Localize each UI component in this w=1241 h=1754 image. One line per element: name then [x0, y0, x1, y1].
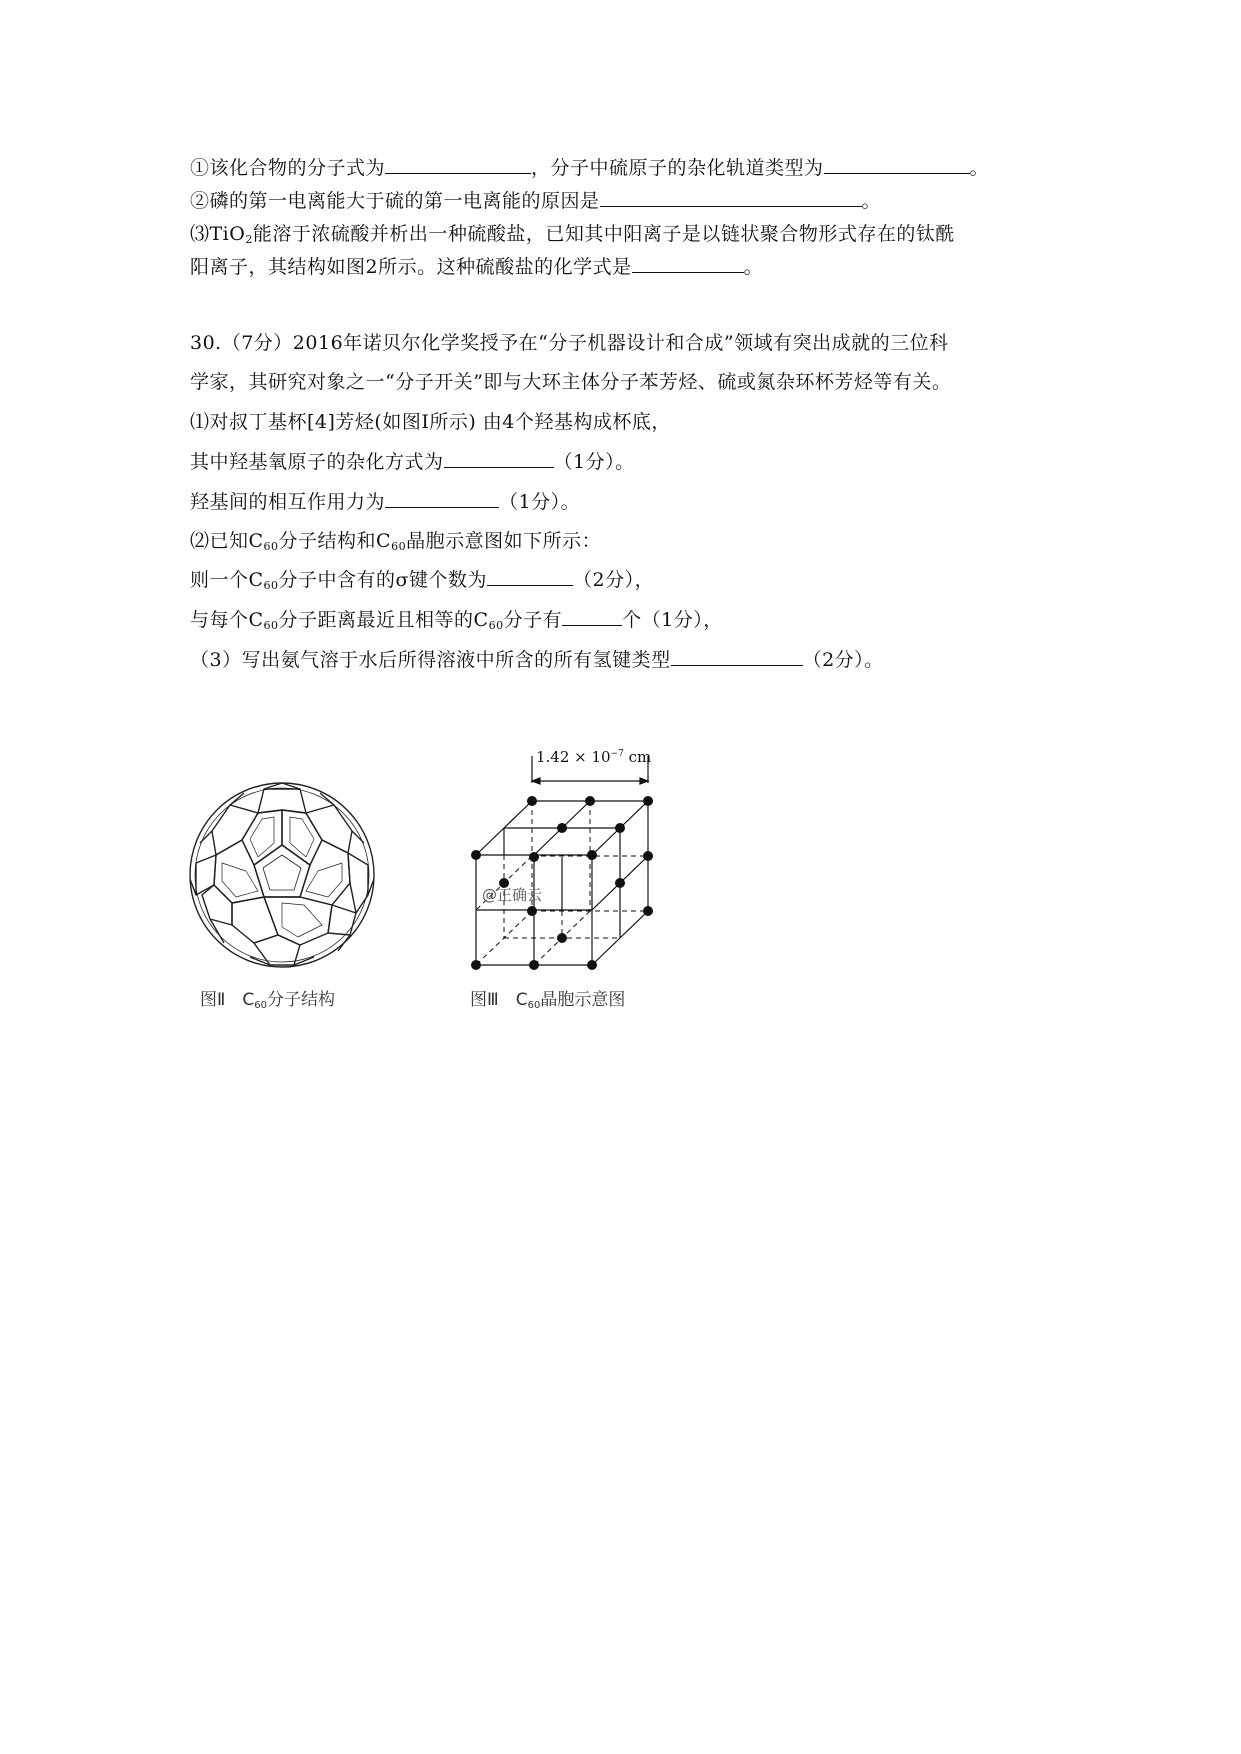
- q30-sub2: ⑵已知$C_{60}$分子结构和$C_{60}$晶胞示意图如下所示：: [190, 530, 602, 553]
- q30-sub1-hybrid: 其中羟基氧原子的杂化方式为 （1分）。: [190, 451, 635, 473]
- answer-blank-ionization-reason[interactable]: [600, 188, 862, 207]
- watermark: @正确云: [482, 886, 543, 904]
- c60-unit-cell-figure: [470, 745, 670, 975]
- answer-blank-interaction-force[interactable]: [385, 489, 499, 508]
- q30-sub3: （3）写出氨气溶于水后所得溶液中所含的所有氢键类型 （2分）。: [190, 649, 884, 671]
- figure-3-caption: 图Ⅲ $C_{60}$晶胞示意图: [470, 990, 626, 1011]
- figure-2-caption: 图Ⅱ $C_{60}$分子结构: [200, 990, 335, 1011]
- q29-line-2: ②磷的第一电离能大于硫的第一电离能的原因是 。: [190, 190, 882, 212]
- q30-intro-1: 30.（7分）2016年诺贝尔化学奖授予在“分子机器设计和合成”领域有突出成就的三位科: [190, 332, 949, 354]
- q30-sub1: ⑴对叔丁基杯[4]芳烃(如图Ⅰ所示) 由4个羟基构成杯底，: [190, 411, 671, 433]
- answer-blank-sulfate-formula[interactable]: [632, 254, 744, 273]
- answer-blank-hydrogen-bond[interactable]: [671, 647, 803, 666]
- answer-blank-sigma-count[interactable]: [487, 567, 573, 586]
- answer-blank-hybridization[interactable]: [824, 155, 970, 174]
- c60-molecule-figure: [182, 775, 382, 975]
- q29-line-3: ⑶TiO$_2$能溶于浓硫酸并析出一种硫酸盐，已知其中阳离子是以链状聚合物形式存在的钛酰: [190, 223, 955, 246]
- answer-blank-formula[interactable]: [385, 155, 531, 174]
- answer-blank-neighbor-count[interactable]: [562, 607, 622, 626]
- answer-blank-oxygen-hybrid[interactable]: [444, 449, 554, 468]
- q30-sub2-neighbors: 与每个$C_{60}$分子距离最近且相等的$C_{60}$分子有 个（1分），: [190, 609, 723, 632]
- q30-intro-2: 学家，其研究对象之一“分子开关”即与大环主体分子苯芳烃、硫或氮杂环杯芳烃等有关。: [190, 371, 952, 393]
- q30-sub1-force: 羟基间的相互作用力为 （1分）。: [190, 491, 581, 513]
- q29-line-4: 阳离子，其结构如图2所示。这种硫酸盐的化学式是 。: [190, 256, 764, 278]
- q29-line-1: ①该化合物的分子式为 ，分子中硫原子的杂化轨道类型为 。: [190, 157, 990, 179]
- q30-sub2-sigma: 则一个$C_{60}$分子中含有的σ键个数为 （2分），: [190, 569, 655, 592]
- unit-cell-dimension-label: $1.42 \times 10^{-7}$ cm: [536, 748, 652, 766]
